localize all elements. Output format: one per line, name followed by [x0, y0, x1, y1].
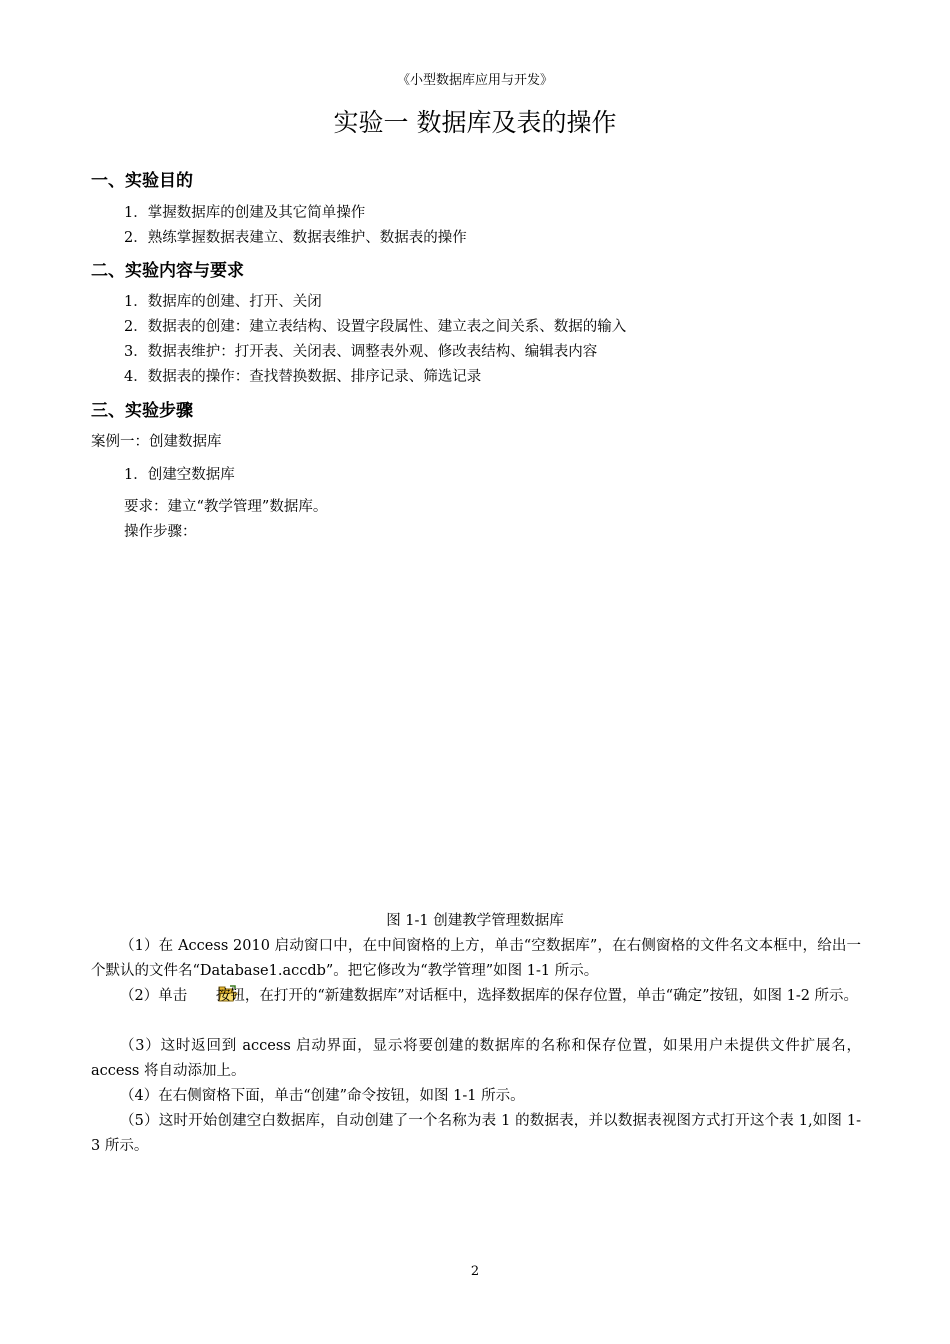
section-heading-objectives: 一、实验目的 [91, 171, 193, 191]
page-number: 2 [470, 1264, 480, 1279]
paragraph-2 [91, 984, 861, 1009]
steps-label: 操作步骤： [124, 524, 197, 540]
paragraph-1: （1）在 Access 2010 启动窗口中，在中间窗格的上方，单击“空数据库”，在右侧窗格的文件名文本框中，给出一个默认的文件名“Database1.accdb”。把它修改为“教学管理”如图 1-1 所示。 [91, 938, 861, 979]
page-title: 实验一 数据库及表的操作 [333, 108, 617, 137]
paragraph-4: （4）在右侧窗格下面，单击“创建”命令按钮，如图 1-1 所示。 [120, 1088, 525, 1104]
list-item: 4．数据表的操作：查找替换数据、排序记录、筛选记录 [124, 369, 482, 385]
folder-open-icon [189, 985, 209, 1003]
list-item: 1．数据库的创建、打开、关闭 [124, 294, 322, 310]
page-header: 《小型数据库应用与开发》 [396, 73, 553, 88]
list-item: 2．数据表的创建：建立表结构、设置字段属性、建立表之间关系、数据的输入 [124, 319, 627, 335]
list-item: 3．数据表维护：打开表、关闭表、调整表外观、修改表结构、编辑表内容 [124, 344, 598, 360]
list-item: 1．掌握数据库的创建及其它简单操作 [124, 205, 366, 221]
section-heading-content: 二、实验内容与要求 [91, 261, 244, 281]
section-heading-steps: 三、实验步骤 [91, 401, 193, 421]
case-title: 案例一：创建数据库 [91, 434, 222, 450]
requirement-text: 要求：建立“教学管理”数据库。 [124, 499, 328, 515]
paragraph-3: （3）这时返回到 access 启动界面，显示将要创建的数据库的名称和保存位置，如果用户未提供文件扩展名，access 将自动添加上。 [91, 1038, 861, 1079]
case-step-title: 1．创建空数据库 [124, 467, 235, 483]
figure-caption: 图 1-1 创建教学管理数据库 [386, 913, 564, 929]
list-item: 2．熟练掌握数据表建立、数据表维护、数据表的操作 [124, 230, 467, 246]
paragraph-2-end: 按钮，在打开的“新建数据库”对话框中，选择数据库的保存位置，单击“确定”按钮，如图 1-2 所示。 [211, 988, 859, 1004]
paragraph-2-start: （2）单击 [120, 988, 188, 1004]
paragraph-5: （5）这时开始创建空白数据库，自动创建了一个名称为表 1 的数据表，并以数据表视图方式打开这个表 1,如图 1-3 所示。 [91, 1113, 861, 1154]
